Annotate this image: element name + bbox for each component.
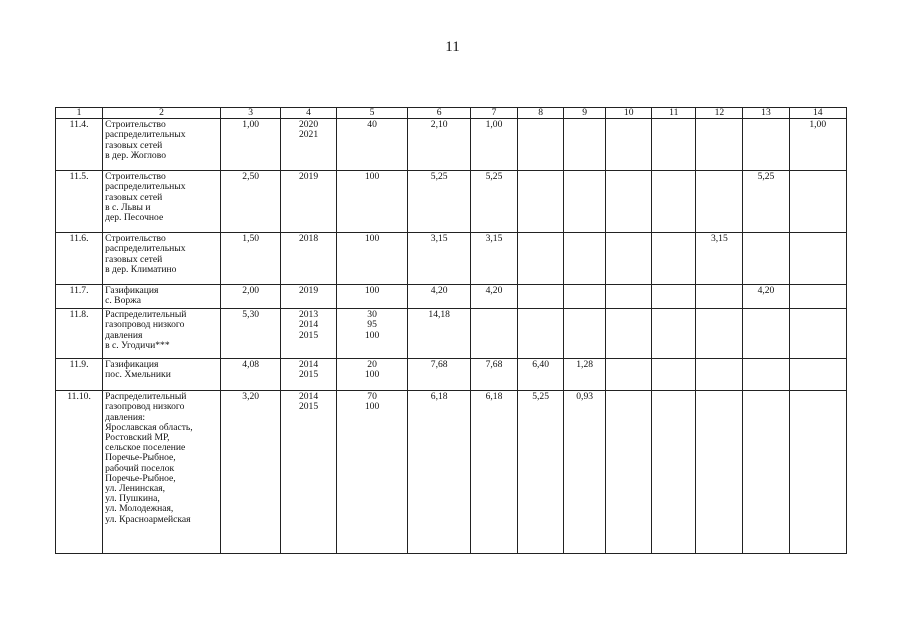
header-cell: 6 [408, 108, 471, 119]
header-cell: 11 [652, 108, 696, 119]
cell-col3: 4,08 [220, 359, 280, 391]
row-number: 11.8. [56, 309, 103, 359]
cell-col13 [743, 309, 789, 359]
table-row [56, 171, 847, 233]
cell-col8 [518, 171, 564, 233]
object-name: Строительство распределительных газовых сетей в с. Львы и дер. Песочное [103, 171, 221, 233]
page-number: 11 [445, 39, 460, 55]
cell-col11 [652, 119, 696, 171]
cell-col9 [564, 119, 606, 171]
cell-col8 [518, 119, 564, 171]
cell-col13 [743, 391, 789, 554]
cell-col11 [652, 309, 696, 359]
cell-col6: 14,18 [408, 309, 471, 359]
cell-col11 [652, 391, 696, 554]
cell-col7: 4,20 [470, 285, 517, 309]
header-cell: 13 [743, 108, 789, 119]
cell-col6: 7,68 [408, 359, 471, 391]
row-number: 11.4. [56, 119, 103, 171]
cell-col7 [470, 309, 517, 359]
cell-col9: 0,93 [564, 391, 606, 554]
cell-col14 [789, 285, 846, 309]
object-name: Газификация пос. Хмельники [103, 359, 221, 391]
cell-col7: 5,25 [470, 171, 517, 233]
cell-col7: 3,15 [470, 233, 517, 285]
cell-col12 [696, 309, 743, 359]
cell-col13: 4,20 [743, 285, 789, 309]
cell-col9: 1,28 [564, 359, 606, 391]
cell-col11 [652, 359, 696, 391]
cell-col13: 5,25 [743, 171, 789, 233]
cell-col12 [696, 119, 743, 171]
cell-col11 [652, 171, 696, 233]
header-cell: 9 [564, 108, 606, 119]
row-number: 11.5. [56, 171, 103, 233]
object-name: Строительство распределительных газовых сетей в дер. Жоглово [103, 119, 221, 171]
row-number: 11.10. [56, 391, 103, 554]
table-row [56, 285, 847, 309]
cell-col10 [606, 233, 652, 285]
cell-col14 [789, 359, 846, 391]
row-number: 11.9. [56, 359, 103, 391]
years-cell: 2018 [281, 233, 336, 285]
cell-col14 [789, 171, 846, 233]
data-table [55, 107, 847, 554]
header-cell: 1 [56, 108, 103, 119]
cell-col5: 40 [336, 119, 408, 171]
years-cell: 2014 2015 [281, 391, 336, 554]
cell-col8 [518, 233, 564, 285]
cell-col9 [564, 171, 606, 233]
cell-col7: 1,00 [470, 119, 517, 171]
table-row [56, 119, 847, 171]
years-cell: 2019 [281, 285, 336, 309]
cell-col9 [564, 233, 606, 285]
cell-col11 [652, 233, 696, 285]
cell-col14 [789, 309, 846, 359]
cell-col5: 30 95 100 [336, 309, 408, 359]
row-number: 11.6. [56, 233, 103, 285]
cell-col3: 1,50 [220, 233, 280, 285]
cell-col5: 100 [336, 171, 408, 233]
cell-col8: 5,25 [518, 391, 564, 554]
header-cell: 12 [696, 108, 743, 119]
years-cell: 2020 2021 [281, 119, 336, 171]
years-cell: 2013 2014 2015 [281, 309, 336, 359]
header-cell: 2 [103, 108, 221, 119]
object-name: Газификация с. Воржа [103, 285, 221, 309]
cell-col10 [606, 285, 652, 309]
cell-col10 [606, 309, 652, 359]
header-cell: 10 [606, 108, 652, 119]
cell-col12 [696, 391, 743, 554]
cell-col14: 1,00 [789, 119, 846, 171]
cell-col6: 6,18 [408, 391, 471, 554]
cell-col6: 5,25 [408, 171, 471, 233]
cell-col8: 6,40 [518, 359, 564, 391]
cell-col9 [564, 309, 606, 359]
cell-col14 [789, 391, 846, 554]
cell-col12 [696, 171, 743, 233]
cell-col3: 2,00 [220, 285, 280, 309]
cell-col5: 100 [336, 285, 408, 309]
cell-col3: 1,00 [220, 119, 280, 171]
table-row [56, 309, 847, 359]
cell-col10 [606, 171, 652, 233]
cell-col6: 4,20 [408, 285, 471, 309]
cell-col3: 5,30 [220, 309, 280, 359]
object-name: Распределительный газопровод низкого давления: Ярославская область, Ростовский МР, сельское поселение Поречье-Рыбное, рабочий поселок Поречье-Рыбное, ул. Ленинская, ул. Пушкина, ул. Молодежная, ул. Красноармейская [103, 391, 221, 554]
cell-col3: 3,20 [220, 391, 280, 554]
cell-col3: 2,50 [220, 171, 280, 233]
table-row [56, 359, 847, 391]
cell-col6: 3,15 [408, 233, 471, 285]
cell-col5: 70 100 [336, 391, 408, 554]
cell-col5: 20 100 [336, 359, 408, 391]
cell-col8 [518, 285, 564, 309]
cell-col10 [606, 391, 652, 554]
object-name: Распределительный газопровод низкого давления в с. Угодичи*** [103, 309, 221, 359]
header-row [56, 108, 847, 119]
header-cell: 14 [789, 108, 846, 119]
header-cell: 4 [281, 108, 336, 119]
table-row [56, 391, 847, 554]
cell-col10 [606, 359, 652, 391]
years-cell: 2019 [281, 171, 336, 233]
years-cell: 2014 2015 [281, 359, 336, 391]
row-number: 11.7. [56, 285, 103, 309]
cell-col14 [789, 233, 846, 285]
header-cell: 5 [336, 108, 408, 119]
cell-col9 [564, 285, 606, 309]
cell-col5: 100 [336, 233, 408, 285]
cell-col12 [696, 285, 743, 309]
header-cell: 3 [220, 108, 280, 119]
cell-col7: 6,18 [470, 391, 517, 554]
object-name: Строительство распределительных газовых сетей в дер. Климатино [103, 233, 221, 285]
cell-col13 [743, 233, 789, 285]
cell-col8 [518, 309, 564, 359]
cell-col7: 7,68 [470, 359, 517, 391]
cell-col13 [743, 359, 789, 391]
cell-col12: 3,15 [696, 233, 743, 285]
cell-col10 [606, 119, 652, 171]
header-cell: 7 [470, 108, 517, 119]
cell-col12 [696, 359, 743, 391]
cell-col6: 2,10 [408, 119, 471, 171]
cell-col13 [743, 119, 789, 171]
cell-col11 [652, 285, 696, 309]
header-cell: 8 [518, 108, 564, 119]
table-row [56, 233, 847, 285]
